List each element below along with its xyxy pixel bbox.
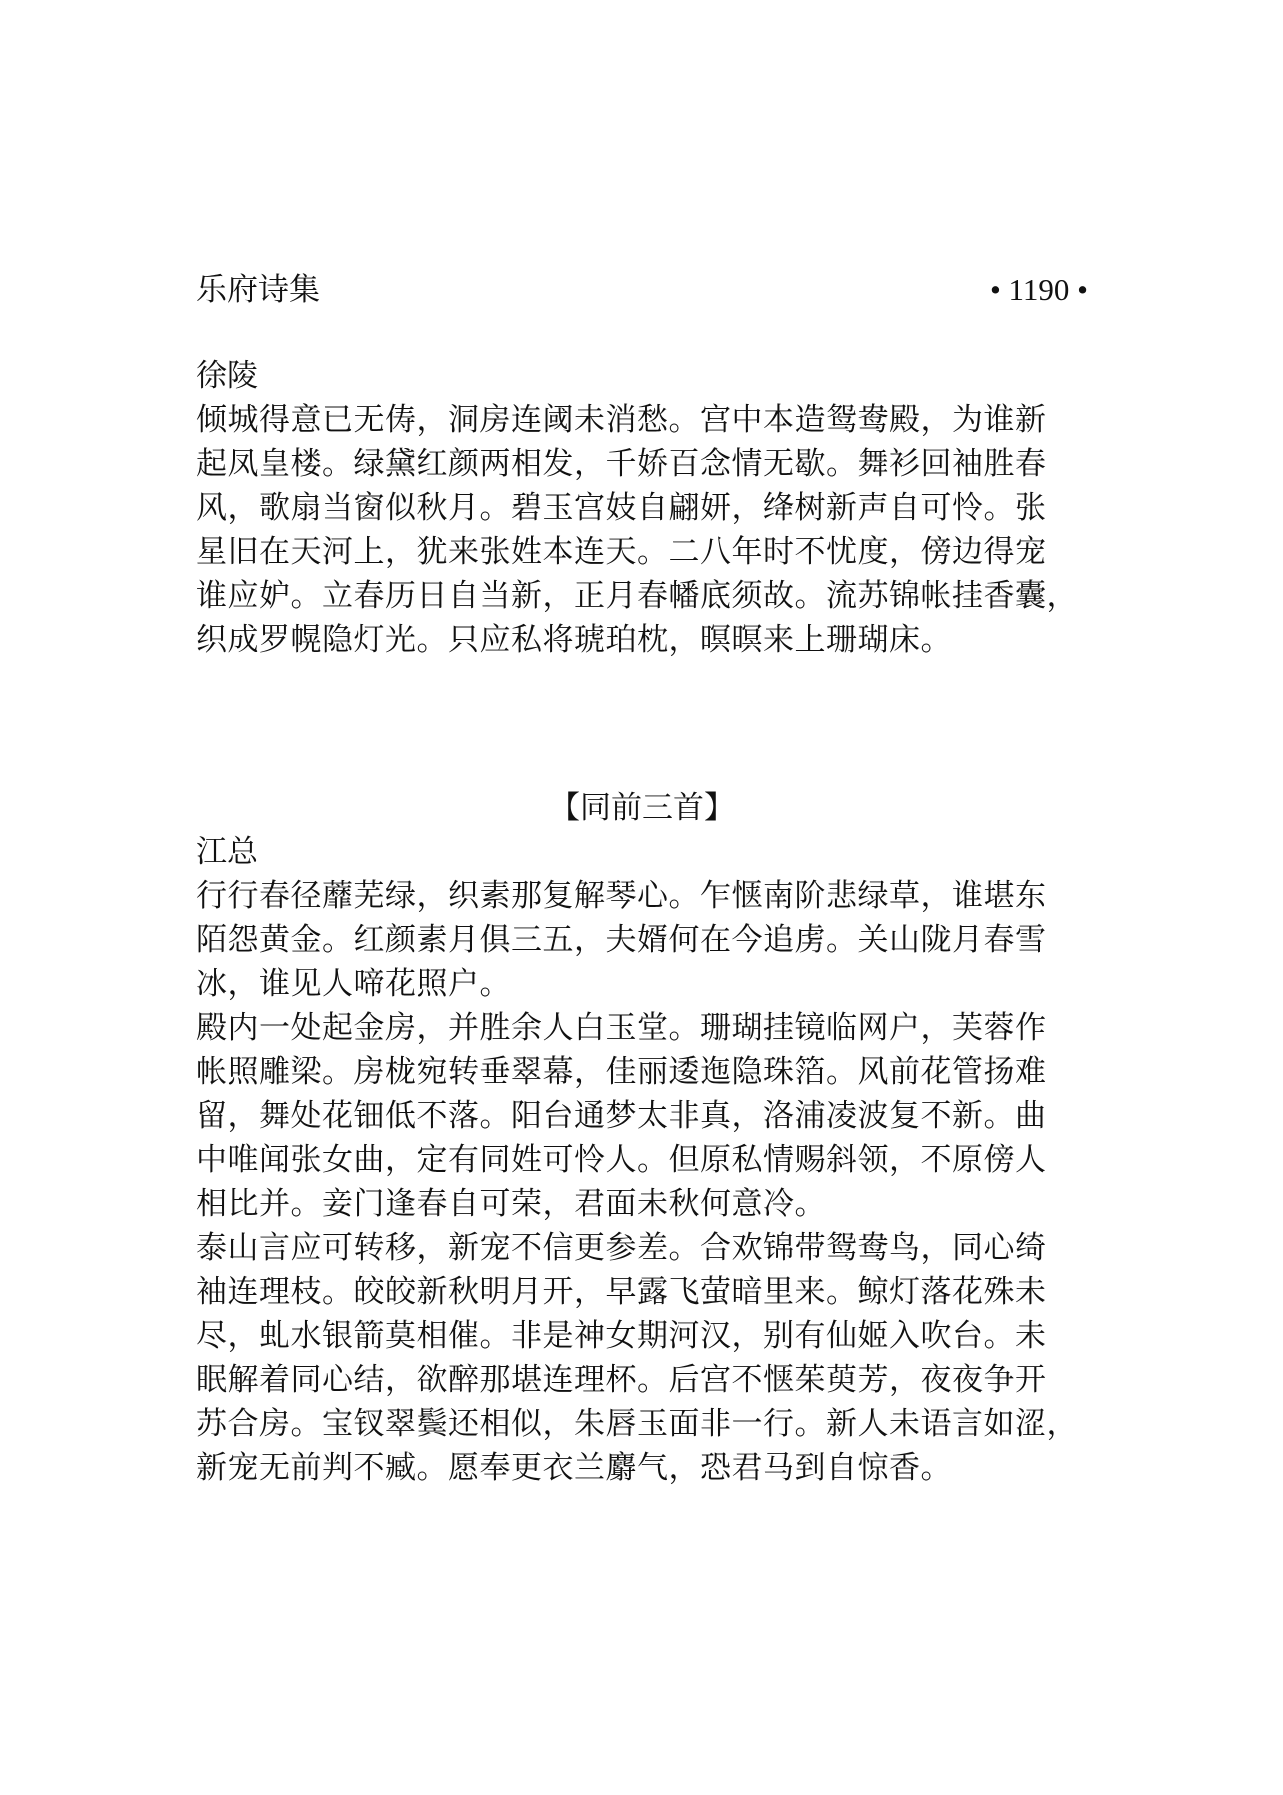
poem-line: 苏合房。宝钗翠鬓还相似，朱唇玉面非一行。新人未语言如涩， [196, 1406, 1078, 1442]
poem-line: 星旧在天河上，犹来张姓本连天。二八年时不忧度，傍边得宠 [196, 534, 1047, 570]
poem-line: 殿内一处起金房，并胜余人白玉堂。珊瑚挂镜临网户，芙蓉作 [196, 1010, 1047, 1046]
poem-line: 袖连理枝。皎皎新秋明月开，早露飞萤暗里来。鲸灯落花殊未 [196, 1274, 1047, 1310]
poem-jiang-zong [196, 830, 1096, 1490]
poem-line: 泰山言应可转移，新宠不信更参差。合欢锦带鸳鸯鸟，同心绮 [196, 1230, 1047, 1266]
running-head [196, 268, 1088, 312]
poem-line: 起凤皇楼。绿黛红颜两相发，千娇百念情无歇。舞衫回袖胜春 [196, 446, 1047, 482]
poem-line: 帐照雕梁。房栊宛转垂翠幕，佳丽逶迤隐珠箔。风前花管扬难 [196, 1054, 1047, 1090]
poem-line: 行行春径蘼芜绿，织素那复解琴心。乍惬南阶悲绿草，谁堪东 [196, 878, 1047, 914]
poem-line: 陌怨黄金。红颜素月俱三五，夫婿何在今追虏。关山陇月春雪 [196, 922, 1047, 958]
poem-line: 谁应妒。立春历日自当新，正月春幡底须故。流苏锦帐挂香囊， [196, 578, 1078, 614]
poem-line: 相比并。妾门逢春自可荣，君面未秋何意冷。 [196, 1186, 826, 1222]
poem-author: 徐陵 [196, 358, 258, 394]
poem-author: 江总 [196, 834, 258, 870]
poem-line: 眠解着同心结，欲醉那堪连理杯。后宫不惬茱萸芳，夜夜争开 [196, 1362, 1047, 1398]
section-heading: 【同前三首】 [549, 790, 735, 826]
poem-line: 中唯闻张女曲，定有同姓可怜人。但原私情赐斜领，不原傍人 [196, 1142, 1047, 1178]
poem-line: 尽，虬水银箭莫相催。非是神女期河汉，别有仙姬入吹台。未 [196, 1318, 1047, 1354]
poem-line: 留，舞处花钿低不落。阳台通梦太非真，洛浦凌波复不新。曲 [196, 1098, 1047, 1134]
page-number: • 1190 • [989, 272, 1088, 307]
poem-line: 风，歌扇当窗似秋月。碧玉宫妓自翩妍，绛树新声自可怜。张 [196, 490, 1047, 526]
poem-line: 新宠无前判不臧。愿奉更衣兰麝气，恐君马到自惊香。 [196, 1450, 952, 1486]
poem-line: 冰，谁见人啼花照户。 [196, 966, 511, 1002]
poem-xu-ling [196, 354, 1096, 662]
poem-line: 倾城得意已无俦，洞房连阈未消愁。宫中本造鸳鸯殿，为谁新 [196, 402, 1047, 438]
book-title: 乐府诗集 [196, 272, 320, 308]
poem-line: 织成罗幌隐灯光。只应私将琥珀枕，暝暝来上珊瑚床。 [196, 622, 952, 658]
